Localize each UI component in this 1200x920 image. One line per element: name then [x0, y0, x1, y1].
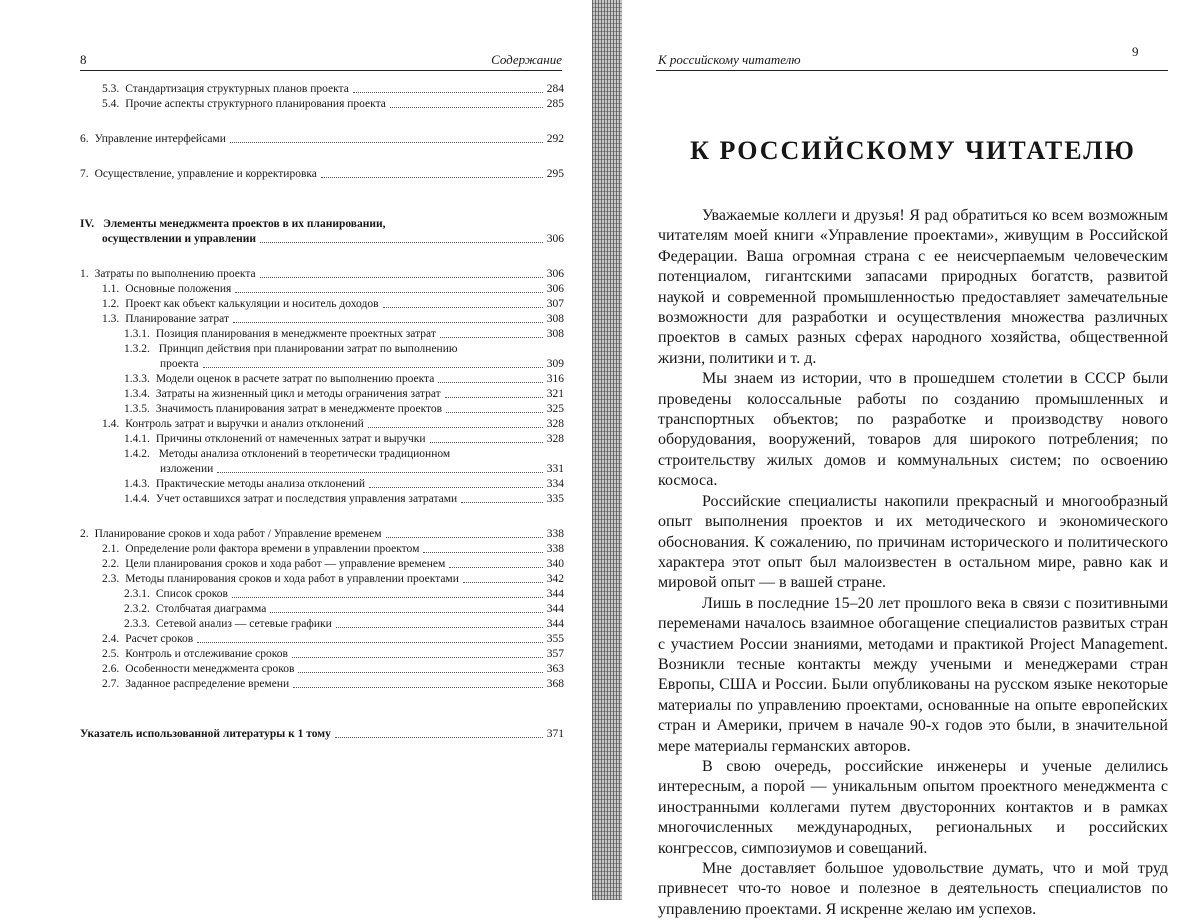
toc-entry-5-4	[80, 97, 564, 112]
toc-title: Определение роли фактора времени в управлении проектом	[125, 543, 420, 555]
toc-title: Контроль затрат и выручки и анализ отклонений	[125, 418, 364, 430]
toc-entry-2-7	[80, 677, 564, 692]
toc-entry-2-3	[80, 572, 564, 587]
toc-number: 1.3.3.	[124, 373, 150, 385]
toc-leader	[292, 657, 543, 658]
toc-title: Указатель использованной литературы к 1 тому	[80, 728, 331, 740]
toc-title: Позиция планирования в менеджменте проектных затрат	[155, 328, 436, 340]
toc-page: 331	[546, 463, 564, 475]
toc-page: 321	[546, 388, 564, 400]
toc-number: 2.2.	[102, 558, 120, 570]
toc-entry-1-3-4	[80, 387, 564, 402]
toc-title: Планирование затрат	[125, 313, 229, 325]
toc-leader	[423, 552, 542, 553]
toc-page: 328	[546, 418, 564, 430]
toc-leader	[430, 442, 543, 443]
toc-title: Причины отклонений от намеченных затрат и выручки	[155, 433, 426, 445]
toc-leader	[197, 642, 543, 643]
foreword-text	[658, 206, 1168, 920]
toc-entry-2-3-2	[80, 602, 564, 617]
toc-title: Методы планирования сроков и хода работ в управлении проектами	[125, 573, 459, 585]
toc-title: Прочие аспекты структурного планирования проекта	[125, 98, 386, 110]
paragraph: В свою очередь, российские инженеры и ученые делились интересным, а порой — уникальным опытом проектного менеджмента с иностранными коллегами путем двусторонних контактов и в рамках многочисленных международных, региональных и российских конгрессов, симпозиумов и совещаний.	[658, 757, 1168, 857]
toc-number: 6.	[80, 133, 89, 145]
left-running-head: Содержание	[491, 52, 562, 67]
toc-entry-2-2	[80, 557, 564, 572]
toc-number: IV.	[80, 218, 95, 230]
toc-entry-7	[80, 167, 564, 182]
toc-leader	[298, 672, 542, 673]
toc-page: 344	[546, 603, 564, 615]
toc-leader	[445, 397, 543, 398]
toc-leader	[293, 687, 543, 688]
toc-number: 1.4.4.	[124, 493, 150, 505]
toc-number: 7.	[80, 168, 89, 180]
toc-page: 306	[546, 233, 564, 245]
toc-page: 357	[546, 648, 564, 660]
toc-title: Учет оставшихся затрат и последствия управления затратами	[155, 493, 458, 505]
toc-title: Расчет сроков	[125, 633, 194, 645]
toc-number: 1.4.1.	[124, 433, 150, 445]
toc-number: 1.1.	[102, 283, 120, 295]
toc-page: 355	[546, 633, 564, 645]
toc-title: Практические методы анализа отклонений	[155, 478, 366, 490]
toc-title: Основные положения	[125, 283, 232, 295]
toc-leader	[390, 107, 543, 108]
paragraph: Уважаемые коллеги и друзья! Я рад обратиться ко всем возможным читателям моей книги «Управление проектами», живущим в Российской Федерации. Ваша огромная страна с ее неисчерпаемым человеческим потенциалом, гигантскими запасами природных богатств, развитой наукой и современной промышленностью предоставляет замечательные возможности для разработки и осуществления множества различных проектов в самых разных сферах народного хозяйства, общественной жизни, политики и т. д.	[658, 207, 1168, 367]
toc-leader	[369, 487, 543, 488]
toc-page: 306	[546, 283, 564, 295]
toc-title: Затраты на жизненный цикл и методы ограничения затрат	[155, 388, 441, 400]
toc-entry-2-1	[80, 542, 564, 557]
toc-title: Список сроков	[155, 588, 228, 600]
toc-leader	[321, 177, 543, 178]
toc-entry-1-4	[80, 417, 564, 432]
toc-entry-5-3	[80, 82, 564, 97]
toc-page: 328	[546, 433, 564, 445]
toc-leader	[463, 582, 543, 583]
toc-entry-1-4-2	[80, 447, 564, 477]
book-spine-gutter	[592, 0, 622, 900]
toc-page: 363	[546, 663, 564, 675]
toc-number: 1.2.	[102, 298, 120, 310]
toc-number: 1.	[80, 268, 89, 280]
left-header-rule	[80, 70, 562, 71]
toc-title-line1: Элементы менеджмента проектов в их планировании,	[103, 218, 386, 230]
toc-entry-2	[80, 527, 564, 542]
toc-title-line2: проекта	[160, 358, 199, 370]
toc-leader	[217, 472, 542, 473]
toc-number: 2.	[80, 528, 89, 540]
toc-page: 334	[546, 478, 564, 490]
toc-page: 338	[546, 543, 564, 555]
toc-entry-1-3-1	[80, 327, 564, 342]
toc-number: 2.5.	[102, 648, 120, 660]
paragraph: Российские специалисты накопили прекрасный и многообразный опыт выполнения проектов и их методического и экономического обоснования. К сожалению, по причинам исторического и политического характера этот опыт был малоизвестен в остальном мире, равно как и мировой опыт — в вашей стране.	[658, 492, 1168, 592]
toc-number: 1.4.2.	[124, 448, 150, 460]
toc-page: 325	[546, 403, 564, 415]
toc-entry-2-6	[80, 662, 564, 677]
toc-page: 307	[546, 298, 564, 310]
toc-leader	[260, 242, 543, 243]
right-page	[626, 0, 1200, 918]
toc-number: 2.7.	[102, 678, 120, 690]
toc-title-line2: осуществлении и управлении	[102, 233, 257, 245]
toc-page: 292	[546, 133, 564, 145]
toc-page: 340	[546, 558, 564, 570]
toc-title: Заданное распределение времени	[125, 678, 290, 690]
paragraph: Лишь в последние 15–20 лет прошлого века в связи с позитивными переменами началось взаимное обогащение специалистов развитых стран с участием России знаниями, методами и практикой Project Management. Возникли тесные контакты между учеными и менеджерами стран Европы, США и России. Были опубликованы на русском языке некоторые материалы по управлению проектами, основанные на опыте европейских стран и Америки, причем в начале 90-х годов это были, в значительной мере материалы германских авторов.	[658, 594, 1168, 755]
left-page-number: 8	[80, 52, 87, 67]
toc-page: 342	[546, 573, 564, 585]
toc-number: 2.4.	[102, 633, 120, 645]
toc-entry-bibliography-index	[80, 727, 564, 742]
toc-page: 295	[546, 168, 564, 180]
toc-number: 2.6.	[102, 663, 120, 675]
toc-number: 2.3.	[102, 573, 120, 585]
table-of-contents	[80, 82, 564, 742]
toc-leader	[230, 142, 543, 143]
toc-title: Цели планирования сроков и хода работ — управление временем	[125, 558, 446, 570]
toc-number: 1.3.5.	[124, 403, 150, 415]
toc-title: Проект как объект калькуляции и носитель доходов	[125, 298, 379, 310]
toc-number: 1.3.2.	[124, 343, 150, 355]
toc-number: 1.3.4.	[124, 388, 150, 400]
toc-leader	[335, 737, 543, 738]
toc-leader	[440, 337, 543, 338]
toc-title: Затраты по выполнению проекта	[94, 268, 256, 280]
toc-number: 5.4.	[102, 98, 120, 110]
left-page	[0, 0, 590, 900]
toc-title: Значимость планирования затрат в менеджменте проектов	[155, 403, 443, 415]
toc-page: 338	[546, 528, 564, 540]
toc-leader	[438, 382, 542, 383]
toc-leader	[233, 322, 543, 323]
toc-leader	[446, 412, 543, 413]
toc-leader	[368, 427, 543, 428]
toc-entry-1-1	[80, 282, 564, 297]
toc-page: 344	[546, 618, 564, 630]
toc-entry-1-3-3	[80, 372, 564, 387]
toc-entry-1-3-5	[80, 402, 564, 417]
toc-entry-2-3-1	[80, 587, 564, 602]
toc-title-line2: изложении	[160, 463, 214, 475]
toc-page: 344	[546, 588, 564, 600]
toc-number: 2.3.1.	[124, 588, 150, 600]
toc-title-line1: Принцип действия при планировании затрат по выполнению	[158, 343, 458, 355]
toc-page: 368	[546, 678, 564, 690]
toc-number: 1.3.1.	[124, 328, 150, 340]
toc-number: 1.3.	[102, 313, 120, 325]
toc-page: 306	[546, 268, 564, 280]
toc-title: Сетевой анализ — сетевые графики	[155, 618, 332, 630]
toc-number: 1.4.	[102, 418, 120, 430]
toc-leader	[235, 292, 542, 293]
toc-title: Особенности менеджмента сроков	[125, 663, 295, 675]
toc-title: Управление интерфейсами	[94, 133, 226, 145]
toc-leader	[461, 502, 543, 503]
toc-page: 285	[546, 98, 564, 110]
toc-leader	[260, 277, 543, 278]
toc-entry-part-4	[80, 217, 564, 247]
toc-number: 2.1.	[102, 543, 120, 555]
toc-entry-1-4-4	[80, 492, 564, 507]
right-page-number: 9	[1132, 44, 1139, 59]
toc-entry-1-2	[80, 297, 564, 312]
toc-title: Осуществление, управление и корректировка	[94, 168, 317, 180]
toc-title: Столбчатая диаграмма	[155, 603, 267, 615]
right-running-head: К российскому читателю	[658, 52, 801, 67]
toc-title: Стандартизация структурных планов проекта	[125, 83, 349, 95]
toc-title: Модели оценок в расчете затрат по выполнению проекта	[155, 373, 435, 385]
toc-title: Контроль и отслеживание сроков	[125, 648, 288, 660]
toc-entry-2-3-3	[80, 617, 564, 632]
toc-entry-2-4	[80, 632, 564, 647]
toc-entry-1-3-2	[80, 342, 564, 372]
toc-leader	[203, 367, 543, 368]
toc-number: 1.4.3.	[124, 478, 150, 490]
toc-number: 2.3.3.	[124, 618, 150, 630]
toc-leader	[449, 567, 542, 568]
toc-entry-1-4-1	[80, 432, 564, 447]
toc-entry-1-3	[80, 312, 564, 327]
toc-entry-1	[80, 267, 564, 282]
toc-page: 316	[546, 373, 564, 385]
right-header-rule	[656, 70, 1168, 71]
toc-leader	[383, 307, 543, 308]
toc-page: 284	[546, 83, 564, 95]
toc-entry-1-4-3	[80, 477, 564, 492]
toc-page: 371	[546, 728, 564, 740]
paragraph: Мне доставляет большое удовольствие думать, что и мой труд привнесет что-то новое и полезное в деятельность специалистов по управлению проектами. Я искренне желаю им успехов.	[658, 860, 1168, 918]
toc-leader	[270, 612, 542, 613]
toc-entry-6	[80, 132, 564, 147]
toc-page: 309	[546, 358, 564, 370]
toc-leader	[386, 537, 543, 538]
toc-page: 308	[546, 313, 564, 325]
toc-entry-2-5	[80, 647, 564, 662]
toc-leader	[232, 597, 543, 598]
toc-leader	[336, 627, 543, 628]
toc-title: Планирование сроков и хода работ / Управление временем	[94, 528, 382, 540]
paragraph: Мы знаем из истории, что в прошедшем столетии в СССР были проведены колоссальные работы по созданию промышленных и транспортных объектов; по разработке и производству нового оборудования, вооружений, товаров для широкого потребления; по строительству жилых домов и коммунальных систем; по освоению космоса.	[658, 370, 1168, 490]
toc-page: 308	[546, 328, 564, 340]
chapter-heading: К РОССИЙСКОМУ ЧИТАТЕЛЮ	[690, 136, 1136, 165]
toc-page: 335	[546, 493, 564, 505]
toc-leader	[353, 92, 543, 93]
toc-title-line1: Методы анализа отклонений в теоретически традиционном	[158, 448, 451, 460]
toc-number: 5.3.	[102, 83, 120, 95]
toc-number: 2.3.2.	[124, 603, 150, 615]
